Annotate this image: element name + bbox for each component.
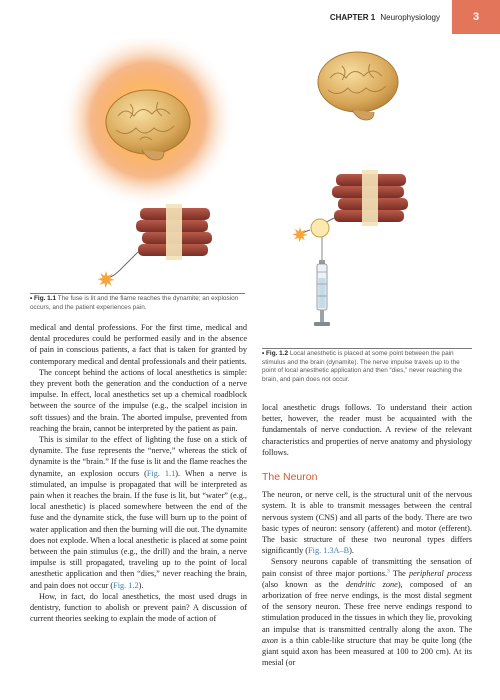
figure-1-2-label: • Fig. 1.2 [262,350,289,357]
dynamite-bundle-icon [136,204,212,260]
figure-1-1-illustration [58,38,258,288]
dynamite-bundle-icon [332,170,408,226]
flame-spark-icon [98,271,115,288]
figure-reference-link[interactable]: Fig. 1.1 [146,468,176,478]
water-droplet [311,219,329,237]
figure-1-2-caption [262,350,472,384]
right-text-column [262,402,472,668]
paragraph: The concept behind the actions of local anesthetics is simple: they prevent both the generation and the conduction of a nerve impulse. In effect, local anesthetics set up a chemical roadblock between the source of the impulse (e.g., the scalpel incision in soft tissues) and the brain. The aborted impulse, prevented from reaching the brain, cannot be interpreted by the patient as pain. [30,367,247,433]
fuse-line [108,252,138,278]
brain-icon [318,52,398,120]
figure-1-1-caption-text: The fuse is lit and the flame reaches the dynamite; an explosion occurs, and the patient experiences pain. [30,295,239,311]
figure-reference-link[interactable]: Fig. 1.3A–B [308,546,350,556]
paragraph: local anesthetic drugs follows. To understand their action better, however, the reader must be acquainted with the fundamentals of nerve conduction. A review of the relevant characteristics and properties of nerve anatomy and physiology follows. [262,403,472,457]
term: dendritic zone [345,579,398,589]
chapter-title: Neurophysiology [380,13,440,22]
page-number: 3 [452,0,500,34]
figure-1-2-illustration [290,38,470,338]
figure-1-1-caption [30,295,245,312]
figure-1-1-rule [30,293,245,294]
chapter-label: CHAPTER 1 [329,13,376,22]
paragraph: How, in fact, do local anesthetics, the most used drugs in dentistry, function to abolish or prevent pain? A discussion of current theories seeking to explain the mode of action of [30,591,247,624]
left-text-column [30,322,247,624]
section-heading: The Neuron [262,471,318,484]
term: axon [262,635,279,645]
paragraph: The neuron, or nerve cell, is the structural unit of the nervous system. It is able to transmit messages between the central nervous system (CNS) and all parts of the body. There are two basic types of neuron: sensory (afferent) and motor (efferent). The basic structure of these two neuronal types differs significantly (Fig. 1.3A–B). [262,490,472,556]
paragraph: This is similar to the effect of lighting the fuse on a stick of dynamite. The fuse represents the “nerve,” whereas the stick of dynamite is the “brain.” If the fuse is lit and the flame reaches the dynamite, an explosion occurs (Fig. 1.1). When a nerve is stimulated, an impulse is propagated that will be interpreted as pain when it reaches the brain. If the fuse is lit, but “water” (e.g., local anesthetic) is placed somewhere between the end of the fuse and the dynamite stick, the fuse will burn up to the point of water application and then the burning will die out. The dynamite does not explode. When a local anesthetic is placed at some point between the pain stimulus (e.g., the drill) and the brain, a nerve impulse is still propagated, traveling up to the point of local anesthetic application and then “dies,” never reaching the brain, and pain does not occur (Fig. 1.2). [30,435,247,590]
term: peripheral process [409,568,472,578]
anesthetic-syringe-icon [314,237,330,326]
flame-spark-icon [292,227,307,242]
citation-superscript[interactable]: 3 [387,567,390,574]
figure-reference-link[interactable]: Fig. 1.2 [113,580,139,590]
running-header [330,13,440,22]
paragraph: medical and dental professions. For the first time, medical and dental procedures could be performed easily and in the absence of pain in conscious patients, a fact that is taken for granted by contemporary medical and dental professionals and their patients. [30,323,247,366]
paragraph: Sensory neurons capable of transmitting the sensation of pain consist of three major portions.$^3$ The peripheral process (also known as the dendritic zone), composed of an arborization of free nerve endings, is the most distal segment of the sensory neuron. These free nerve endings respond to stimulation produced in the tissues in which they lie, provoking an impulse that is transmitted centrally along the axon. The axon is a thin cable-like structure that may be quite long (the giant squid axon has been measured at 100 to 200 cm). At its mesial (or [262,557,472,668]
figure-1-2-rule [262,348,472,349]
figure-1-1-label: • Fig. 1.1 [30,295,57,302]
figure-1-2-caption-text: Local anesthetic is placed at some point between the pain stimulus and the brain (dynamite). The nerve impulse travels up to the point of local anesthetic application and then “dies,” never reaching the brain, and pain does not occur. [262,350,463,383]
